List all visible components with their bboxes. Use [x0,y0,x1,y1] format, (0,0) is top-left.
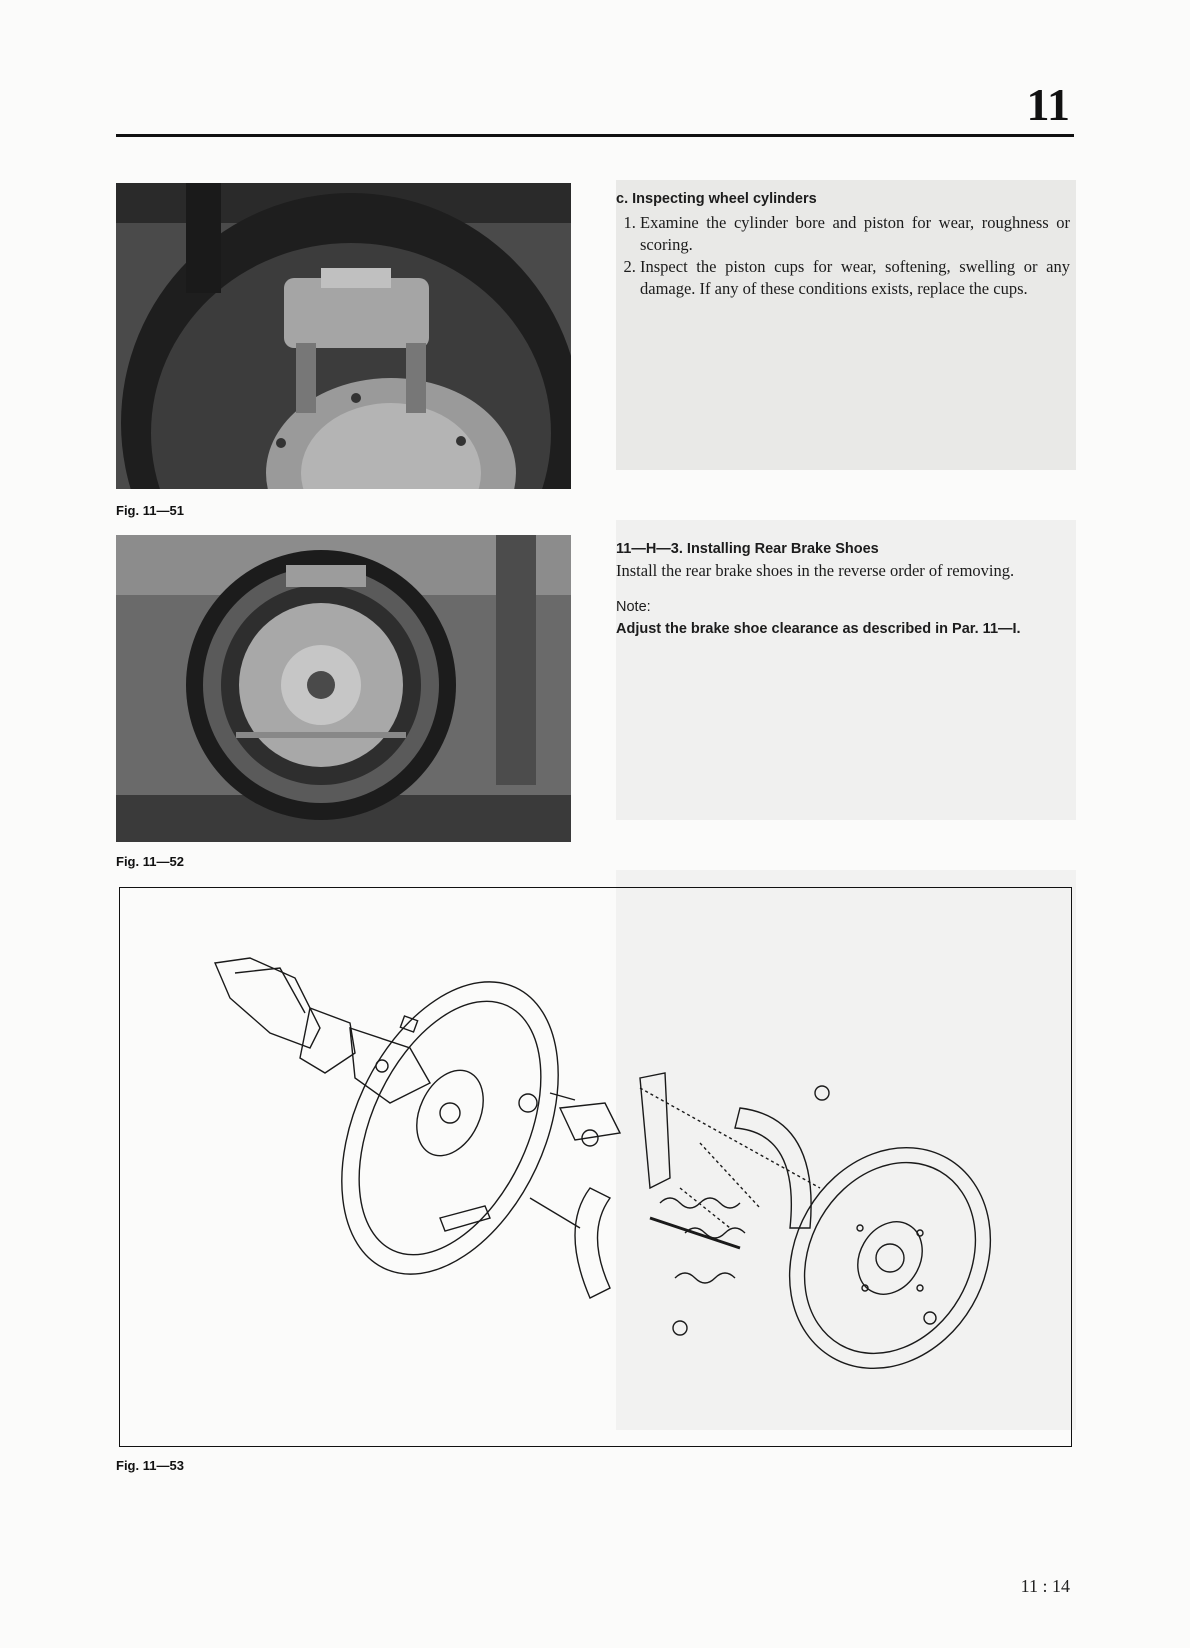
section-inspecting [616,188,1070,300]
note-text: Adjust the brake shoe clearance as described in Par. 11—I. [616,621,1021,637]
exploded-brake-diagram [119,887,1072,1447]
photo-rear-brake-assembly [116,535,571,842]
page-number: 11 : 14 [1020,1576,1070,1596]
installing-body: Install the rear brake shoes in the reverse order of removing. [616,561,1015,580]
figure-caption-11-53: Fig. 11—53 [116,1458,184,1473]
note-label: Note: [616,599,651,615]
header-rule [116,134,1074,137]
heading-inspecting-wheel-cylinders: c. Inspecting wheel cylinders [616,191,817,207]
figure-caption-11-52: Fig. 11—52 [116,854,184,869]
heading-installing-rear-brake-shoes: 11—H—3. Installing Rear Brake Shoes [616,541,879,557]
figure-caption-11-51: Fig. 11—51 [116,503,184,518]
inspection-step: 2. Inspect the piston cups for wear, softening, swelling or any damage. If any of these conditions exists, replace the cups. [640,256,1070,300]
chapter-number: 11 [1026,79,1070,130]
section-installing [616,538,1070,641]
photo-wheel-cylinder [116,183,571,489]
inspection-step: 1. Examine the cylinder bore and piston for wear, roughness or scoring. [640,212,1070,256]
inspection-steps [616,212,1070,300]
